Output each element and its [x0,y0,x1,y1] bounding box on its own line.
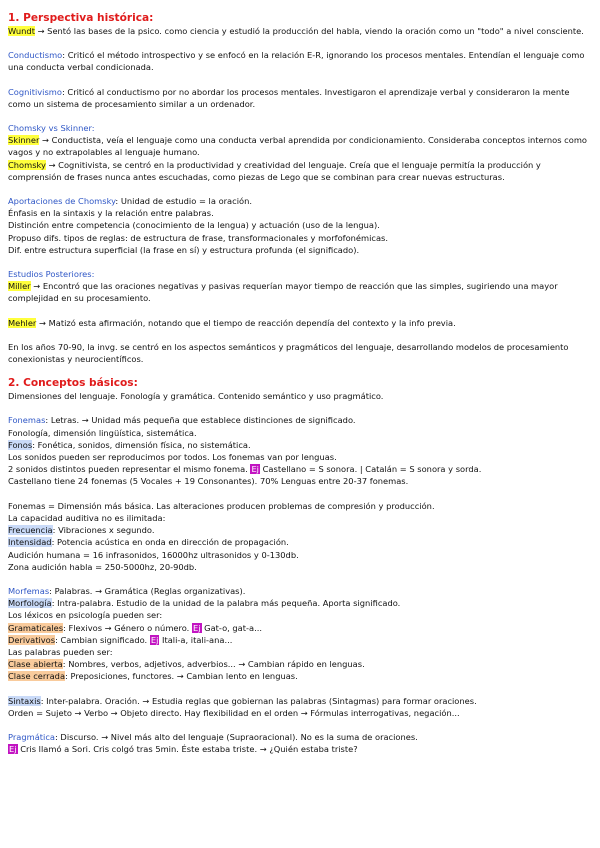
morfologia-label: Morfología [8,598,52,609]
clase-abierta-label: Clase abierta [8,659,63,670]
sintaxis-text: : Inter-palabra. Oración. → Estudia reglas que gobiernan las palabras (Sintagmas) para formar oraciones. [40,695,477,706]
wundt-paragraph [8,25,590,37]
fonemas-first: : Letras. → Unidad más pequeña que establece distinciones de significado. [45,415,356,426]
ejemplo-tag: Ej [9,744,17,755]
aportaciones-first: : Unidad de estudio = la oración. [115,196,252,207]
derivativos-label: Derivativos [8,634,56,645]
frecuencia-line [8,524,590,536]
morfemas-first: : Palabras. → Gramática (Reglas organizativas). [49,585,246,596]
derivativos-line [8,634,590,646]
frecuencia-text: : Vibraciones x segundo. [52,525,155,536]
derivativos-text: : Cambian significado. [55,634,150,645]
castellano-catalan-text: Castellano = S sonora. | Catalán = S sonora y sorda. [260,464,482,475]
conductismo-paragraph [8,49,590,73]
mehler-text: → Matizó esta afirmación, notando que el tiempo de reacción dependía del contexto y la info previa. [36,317,456,328]
wundt-label: Wundt [8,26,35,36]
intro-line: Dimensiones del lenguaje. Fonología y gramática. Contenido semántico y uso pragmático. [8,391,384,402]
intensidad-line [8,536,590,548]
section-1-heading: 1. Perspectiva histórica: [8,12,154,24]
pragmatica-line [8,731,590,743]
chomsky-text: → Cognitivista, se centró en la productividad y creatividad del lenguaje. Creía que el lenguaje permitía la producción y comprensión de frases nunca antes escuchadas, como piezas de Lego que se combinan para crear nuevas estructuras. [8,159,541,182]
cognitivismo-label: Cognitivismo [8,86,62,97]
fonos-label: Fonos [8,439,33,450]
lexicos-line: Los léxicos en psicología pueden ser: [8,610,163,621]
pragmatica-example-line [8,743,590,755]
intensidad-label: Intensidad [8,537,52,548]
clase-cerrada-label: Clase cerrada [8,671,66,682]
gramaticales-line [8,622,590,634]
clase-cerrada-text: : Preposiciones, functores. → Cambian lento en lenguas. [65,671,298,682]
intensidad-text: : Potencia acústica en onda en dirección de propagación. [51,537,289,548]
chomsky-paragraph [8,159,590,183]
fonos-line [8,439,590,451]
dos-sonidos-line [8,463,590,475]
conductismo-label: Conductismo [8,50,63,61]
sintaxis-label: Sintaxis [8,695,41,706]
aportaciones-item: Distinción entre competencia (conocimiento de la lengua) y actuación (uso de la lengua). [8,220,380,231]
skinner-text: → Conductista, veía el lenguaje como una conducta verbal aprendida por condicionamiento. Consideraba conceptos internos como vagos y no extrapolables al lenguaje humano. [8,135,587,158]
pragmatica-example: Cris llamó a Sori. Cris colgó tras 5min. Éste estaba triste. → ¿Quién estaba triste? [17,744,358,755]
gramaticales-text: : Flexivos → Género o número. [63,622,192,633]
clase-cerrada-line [8,670,590,682]
aportaciones-item: Énfasis en la sintaxis y la relación entre palabras. [8,208,214,219]
wundt-text: → Sentó las bases de la psico. como ciencia y estudió la producción del habla, viendo la oración como un "todo" a nivel consciente. [34,26,584,36]
dimension-basica-line: Fonemas = Dimensión más básica. Las alteraciones producen problemas de compresión y producción. [8,500,435,511]
ejemplo-tag: Ej [251,464,259,475]
section-2-heading: 2. Conceptos básicos: [8,377,138,390]
miller-label: Miller [8,281,31,292]
capacidad-auditiva-line: La capacidad auditiva no es ilimitada: [8,512,166,523]
morfemas-label: Morfemas [8,585,50,596]
aportaciones-label: Aportaciones de Chomsky [8,196,116,207]
mehler-paragraph [8,317,590,329]
frecuencia-label: Frecuencia [8,525,53,536]
derivativos-example: Itali-a, itali-ana... [159,634,233,645]
conductismo-text: : Criticó el método introspectivo y se enfocó en la relación E-R, ignorando los procesos mentales. Entendían el lenguaje como una conducta verbal condicionada. [8,50,585,73]
morfemas-line [8,585,590,597]
estudios-posteriores-title: Estudios Posteriores: [8,269,95,280]
cognitivismo-text: : Criticó al conductismo por no abordar los procesos mentales. Investigaron el aprendizaje verbal y consideraron la mente como un sistema de procesamiento similar a un ordenador. [8,86,570,109]
sintaxis-line [8,695,590,707]
skinner-paragraph [8,134,590,158]
miller-paragraph [8,280,590,304]
pragmatica-label: Pragmática [8,731,55,742]
castellano-fonemas-line: Castellano tiene 24 fonemas (5 Vocales + 19 Consonantes). 70% Lenguas entre 20-37 fonemas. [8,476,409,487]
clase-abierta-line [8,658,590,670]
clase-abierta-text: : Nombres, verbos, adjetivos, adverbios... → Cambian rápido en lenguas. [62,659,365,670]
gramaticales-example: Gat-o, gat-a... [201,622,263,633]
orden-line: Orden = Sujeto → Verbo → Objeto directo. Hay flexibilidad en el orden → Fórmulas interrogativas, negación... [8,707,460,718]
aportaciones-item: Dif. entre estructura superficial (la frase en sí) y estructura profunda (el significado). [8,244,360,255]
fonologia-line: Fonología, dimensión lingüística, sistemática. [8,427,197,438]
morfologia-text: : Intra-palabra. Estudio de la unidad de la palabra más pequeña. Aporta significado. [51,598,401,609]
fonos-text: : Fonética, sonidos, dimensión física, no sistemática. [32,439,251,450]
fonemas-line [8,414,590,426]
ejemplo-tag: Ej [150,634,159,645]
miller-text: → Encontró que las oraciones negativas y pasivas requerían mayor tiempo de reacción que las simples, sugiriendo una mayor complejidad en su procesamiento. [8,281,558,304]
ejemplo-tag: Ej [192,622,201,633]
anos-paragraph: En los años 70-90, la invg. se centró en los aspectos semánticos y pragmáticos del lenguaje, desarrollando modelos de procesamiento conexionistas y neurocientíficos. [8,341,569,365]
skinner-label: Skinner [8,135,40,146]
zona-audicion-line: Zona audición habla = 250-5000hz, 20-90db. [8,561,197,572]
cognitivismo-paragraph [8,86,590,110]
aportaciones-line [8,195,590,207]
aportaciones-item: Propuso difs. tipos de reglas: de estructura de frase, transformacionales y morfofonémicas. [8,232,388,243]
audicion-humana-line: Audición humana = 16 infrasonidos, 16000hz ultrasonidos y 0-130db. [8,549,299,560]
gramaticales-label: Gramaticales [8,622,64,633]
chomsky-label: Chomsky [8,159,46,170]
dos-sonidos-text: 2 sonidos distintos pueden representar el mismo fonema. [8,464,251,475]
mehler-label: Mehler [8,317,37,328]
chomsky-vs-skinner-title: Chomsky vs Skinner: [8,123,95,134]
palabras-pueden-line: Las palabras pueden ser: [8,646,113,657]
morfologia-line [8,597,590,609]
fonemas-label: Fonemas [8,415,46,426]
document [8,12,590,755]
sonidos-line: Los sonidos pueden ser reproducimos por todos. Los fonemas van por lenguas. [8,452,337,463]
pragmatica-text: : Discurso. → Nivel más alto del lenguaje (Supraoracional). No es la suma de oraciones. [55,731,418,742]
